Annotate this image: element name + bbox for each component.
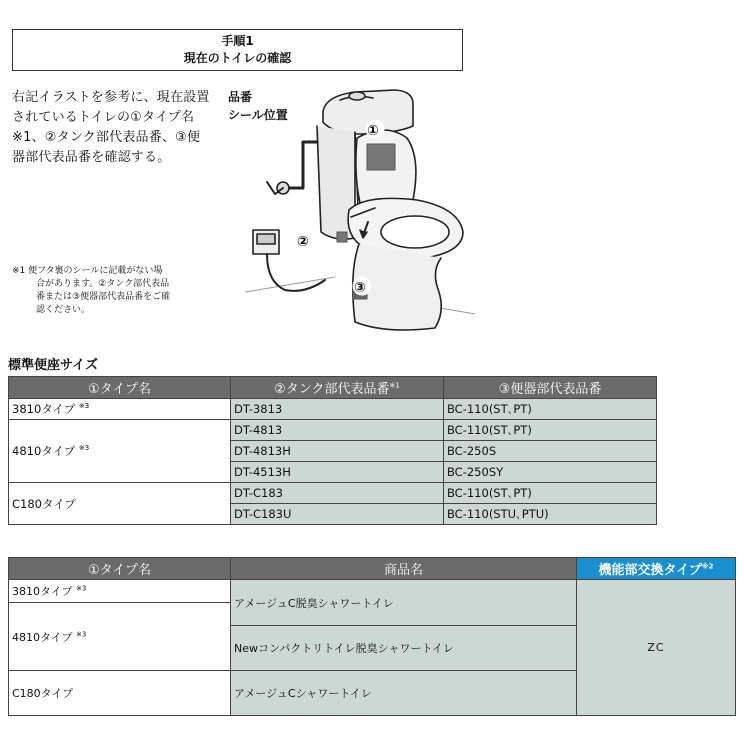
toilet-illustration	[245, 82, 475, 342]
type-name: 3810タイプ	[12, 402, 76, 416]
product-cell: Newコンパクトリトイレ脱臭シャワートイレ	[231, 626, 577, 671]
footnote-line4: 認ください。	[36, 305, 91, 315]
type-cell	[9, 580, 231, 603]
step-header-box	[12, 29, 463, 71]
table2-header-exchange-sup: ※2	[701, 562, 714, 571]
type-sup: ※3	[75, 584, 87, 593]
type-cell: C180タイプ	[9, 671, 231, 716]
product-table	[8, 557, 736, 716]
footnote-line3: 番または③便器部代表品番をご確	[36, 292, 171, 302]
type-name: 4810タイプ	[12, 630, 73, 644]
seat-size-table	[8, 376, 657, 525]
type-cell	[9, 420, 231, 483]
type-sup: ※3	[78, 402, 90, 411]
marker-3: ③	[354, 280, 366, 296]
table1-header-row	[9, 377, 657, 399]
bowl-cell: BC-110(ST､PT)	[444, 399, 657, 420]
table-row	[9, 483, 657, 504]
type-cell	[9, 399, 231, 420]
bowl-cell: BC-250S	[444, 441, 657, 462]
intro-text: 右記イラストを参考に、現在設置されているトイレの①タイプ名※1、②タンク部代表品番、③便器部代表品番を確認する。	[12, 90, 210, 165]
bowl-cell: BC-110(STU､PTU)	[444, 504, 657, 525]
seal-label-line1: 品番	[228, 90, 253, 104]
table2-header-row	[9, 558, 736, 580]
bowl-cell: BC-110(ST､PT)	[444, 420, 657, 441]
footnote-line2: 合があります。②タンク部代表品	[36, 279, 170, 289]
marker-1: ①	[367, 123, 379, 139]
table2-header-exchange-text: 機能部交換タイプ	[598, 563, 702, 578]
marker-2: ②	[297, 234, 309, 250]
table1-header-tank-sup: ※1	[389, 381, 400, 390]
table2-header-exchange	[577, 558, 736, 580]
footnote-mark: ※1	[12, 266, 26, 276]
tank-cell: DT-4813	[231, 420, 444, 441]
footnote-line1: 便フタ裏のシールに記載がない場	[28, 266, 163, 276]
step-subtitle: 現在のトイレの確認	[183, 51, 292, 65]
table2-header-type: ①タイプ名	[9, 558, 231, 580]
tank-cell: DT-4813H	[231, 441, 444, 462]
bowl-cell: BC-250SY	[444, 462, 657, 483]
type-cell	[9, 603, 231, 671]
tank-cell: DT-3813	[231, 399, 444, 420]
tank-cell: DT-4513H	[231, 462, 444, 483]
type-cell: C180タイプ	[9, 483, 231, 525]
product-cell: アメージュCシャワートイレ	[231, 671, 577, 716]
bowl-cell: BC-110(ST､PT)	[444, 483, 657, 504]
table2-header-product: 商品名	[231, 558, 577, 580]
tank-cell: DT-C183	[231, 483, 444, 504]
footnote	[12, 265, 212, 317]
product-cell: アメージュC脱臭シャワートイレ	[231, 580, 577, 626]
step-title: 手順1	[221, 34, 254, 48]
tank-cell: DT-C183U	[231, 504, 444, 525]
type-name: 3810タイプ	[12, 585, 73, 598]
table1-header-bowl: ③便器部代表品番	[444, 377, 657, 399]
table-row	[9, 399, 657, 420]
table1-header-tank-text: ②タンク部代表品番	[274, 382, 390, 397]
table-row	[9, 580, 736, 603]
table1-header-tank	[231, 377, 444, 399]
type-sup: ※3	[75, 629, 87, 638]
exchange-type-cell: ZC	[577, 580, 736, 716]
section-title: 標準便座サイズ	[8, 358, 98, 373]
type-name: 4810タイプ	[12, 444, 76, 458]
table-row	[9, 420, 657, 441]
table1-header-type: ①タイプ名	[9, 377, 231, 399]
type-sup: ※3	[78, 444, 90, 453]
seal-label-line2: シール位置	[228, 108, 288, 122]
